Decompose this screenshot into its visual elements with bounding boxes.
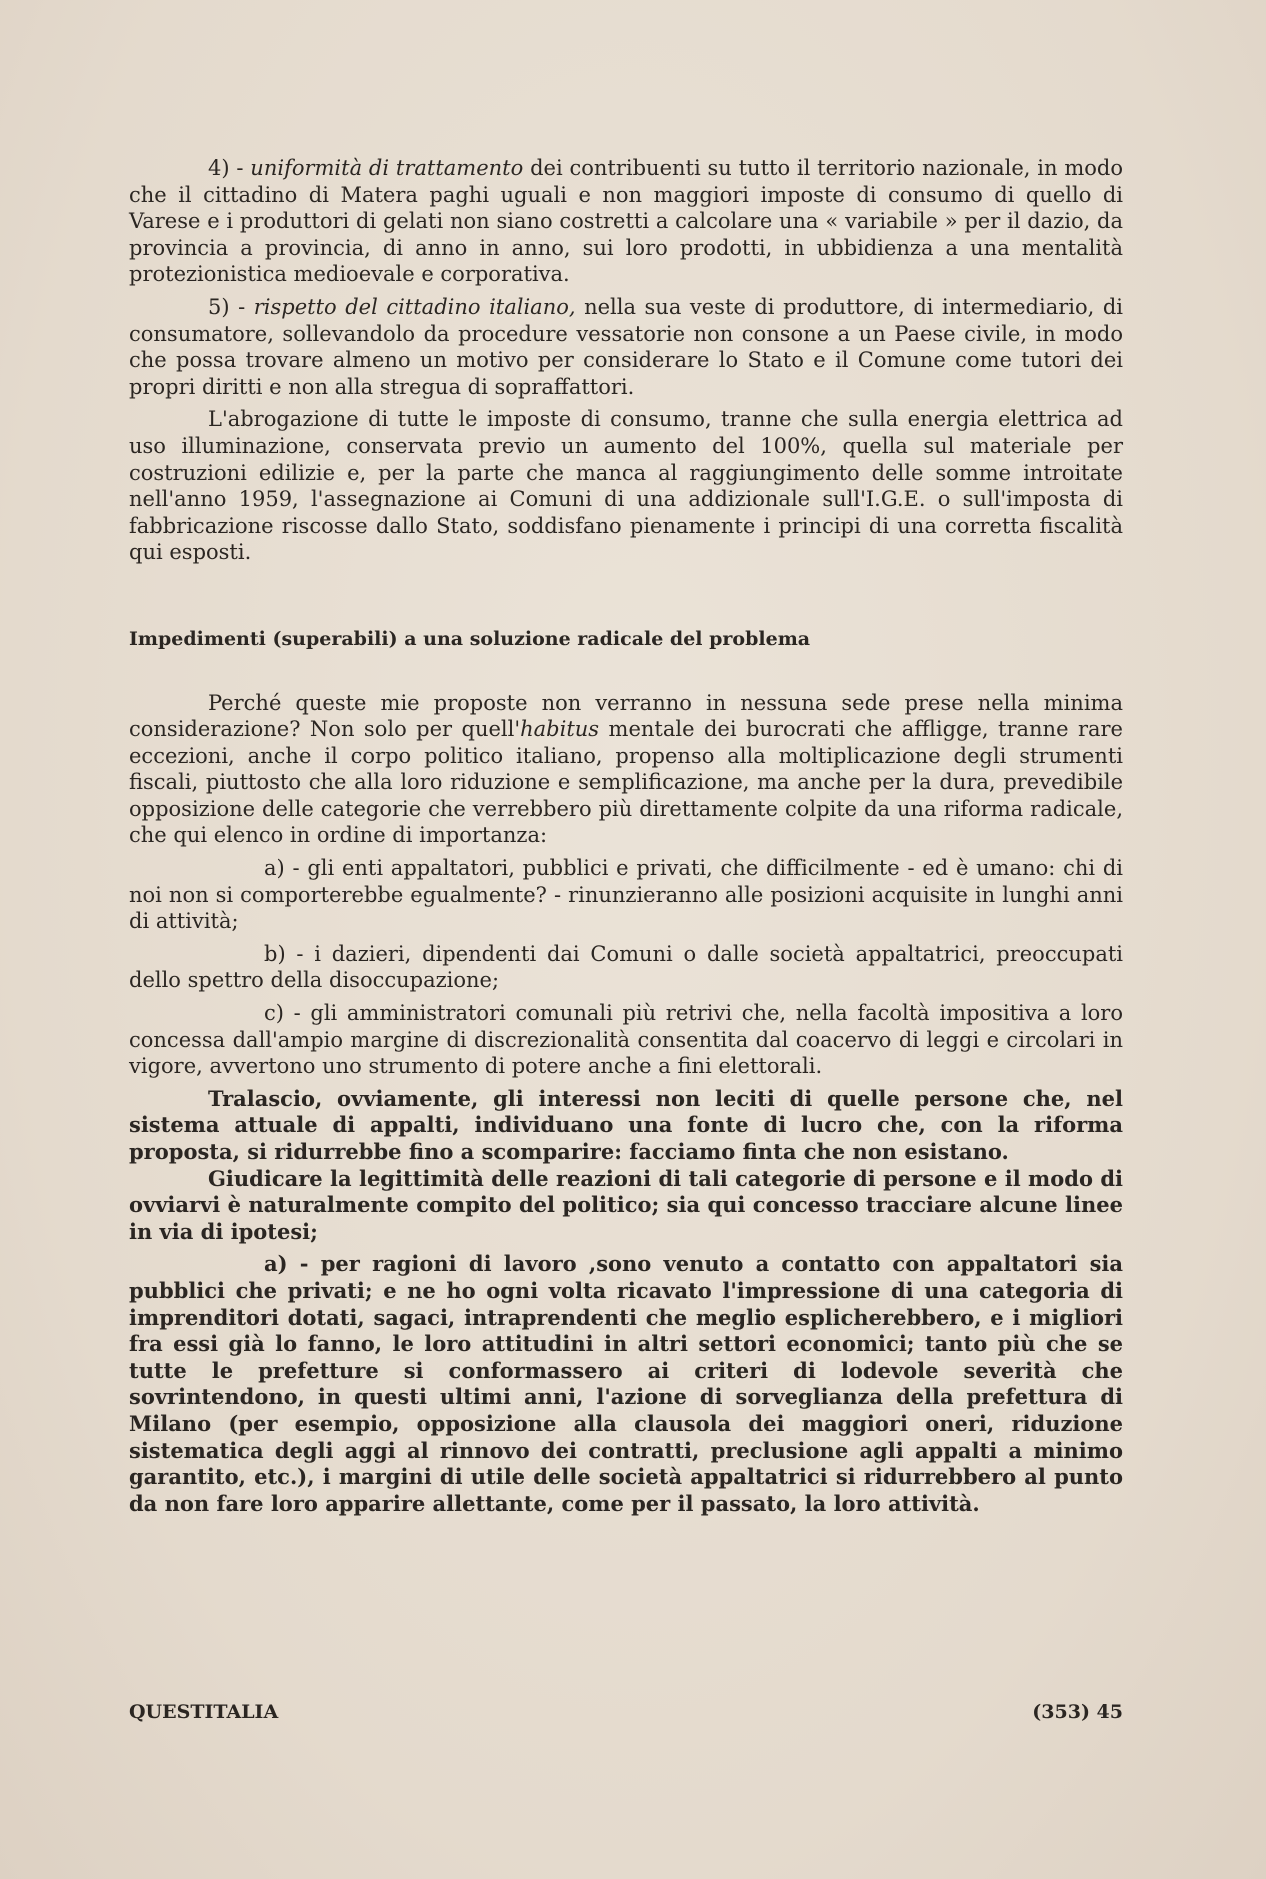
point-5-title: rispetto del cittadino italiano, [253, 294, 576, 319]
paragraph-abrogazione: L'abrogazione di tutte le imposte di consumo, tranne che sulla energia elettrica ad uso illuminazione, conservata previo un aumento del 100%, quella sul materiale per costruzioni edilizie e, per la parte che manca al raggiungimento delle somme introitate nell'anno 1959, l'assegnazione ai Comuni di una addizionale sull'I.G.E. o sull'imposta di fabbricazione riscosse dallo Stato, soddisfano pienamente i principi di una corretta fiscalità qui esposti. [129, 407, 1123, 565]
list-item-c: c) - gli amministratori comunali più retrivi che, nella facoltà impositiva a loro concessa dall'ampio margine di discrezionalità consentita dal coacervo di leggi e circolari in vigore, avvertono uno strumento di potere anche a fini elettorali. [129, 1001, 1123, 1079]
perche-text-before: Perché queste mie proposte non verranno in nessuna sede prese nella minima considerazione? Non solo per quell' [129, 690, 1123, 742]
paragraph-tralascio: Tralascio, ovviamente, gli interessi non leciti di quelle persone che, nel sistema attuale di appalti, individuano una fonte di lucro che, con la riforma proposta, si ridurrebbe fino a scomparire: facciamo finta che non esistano. [129, 1085, 1123, 1164]
list-item-a-second: a) - per ragioni di lavoro ,sono venuto a contatto con appaltatori sia pubblici che privati; e ne ho ogni volta ricavato l'impressione di una categoria di imprenditori dotati, sagaci, intraprendenti che meglio esplicherebbero, e i migliori fra essi già lo fanno, le loro attitudini in altri settori economici; tanto più che se tutte le prefetture si conformassero ai criteri di lodevole severità che sovrintendono, in questi ultimi anni, l'azione di sorveglianza della prefettura di Milano (per esempio, opposizione alla clausola dei maggiori oneri, riduzione sistematica degli aggi al rinnovo dei contratti, preclusione agli appalti a minimo garantito, etc.), i margini di utile delle società appaltatrici si ridurrebbero al punto da non fare loro apparire allettante, come per il passato, la loro attività. [129, 1251, 1123, 1516]
perche-emphasis: habitus [520, 717, 600, 742]
page-number: (353) 45 [1032, 1701, 1123, 1723]
paragraph-point-5 [129, 294, 1123, 400]
paragraph-perche [129, 690, 1123, 850]
list-item-b: b) - i dazieri, dipendenti dai Comuni o dalle società appaltatrici, preoccupati dello spettro della disoccupazione; [129, 941, 1123, 993]
point-4-text: dei contribuenti su tutto il territorio nazionale, in modo che il cittadino di Matera paghi uguali e non maggiori imposte di consumo di quello di Varese e i produttori di gelati non siano costretti a calcolare una « variabile » per il dazio, da provincia a provincia, di anno in anno, sui loro prodotti, in ubbidienza a una mentalità protezionistica medioevale e corporativa. [129, 156, 1123, 287]
point-5-text: nella sua veste di produttore, di intermediario, di consumatore, sollevandolo da procedure vessatorie non consone a un Paese civile, in modo che possa trovare almeno un motivo per considerare lo Stato e il Comune come tutori dei propri diritti e non alla stregua di sopraffattori. [129, 294, 1123, 399]
point-4-number: 4) - [208, 156, 251, 180]
point-4-title: uniformità di trattamento [250, 156, 524, 180]
paragraph-giudicare: Giudicare la legittimità delle reazioni di tali categorie di persone e il modo di ovviarvi è naturalmente compito del politico; sia qui concesso tracciare alcune linee in via di ipotesi; [129, 1165, 1123, 1244]
section-heading: Impedimenti (superabili) a una soluzione radicale del problema [129, 627, 811, 650]
list-item-a: a) - gli enti appaltatori, pubblici e privati, che difficilmente - ed è umano: chi di noi non si comporterebbe egualmente? - rinunzieranno alle posizioni acquisite in lunghi anni di attività; [129, 856, 1123, 934]
journal-name: QUESTITALIA [129, 1701, 279, 1723]
paragraph-point-4 [129, 155, 1123, 288]
article-body [129, 155, 1123, 1517]
point-5-number: 5) - [208, 294, 254, 319]
page-footer [129, 1701, 1123, 1723]
perche-text-after: mentale dei burocrati che affligge, tranne rare eccezioni, anche il corpo politico italiano, propenso alla moltiplicazione degli strumenti fiscali, piuttosto che alla loro riduzione e semplificazione, ma anche per la dura, prevedibile opposizione delle categorie che verrebbero più direttamente colpite da una riforma radicale, che qui elenco in ordine di importanza: [129, 717, 1123, 848]
